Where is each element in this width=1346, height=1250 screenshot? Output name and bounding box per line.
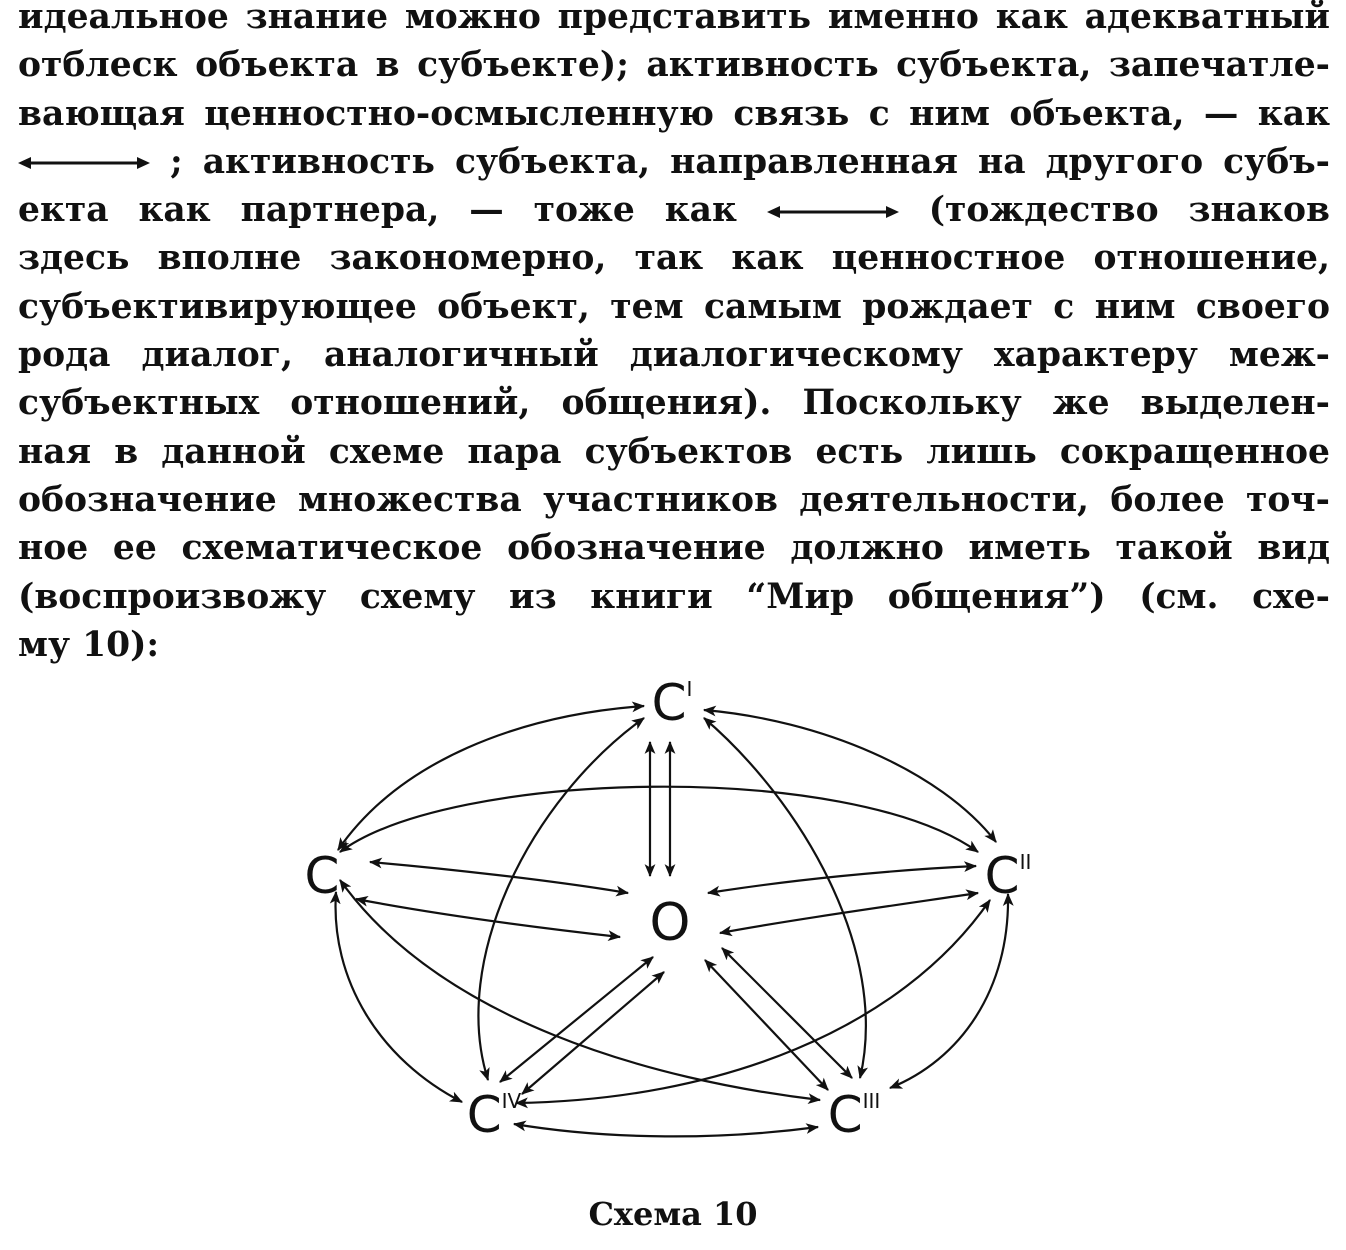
ring-link-3-4	[514, 1124, 818, 1136]
node-subject-1	[652, 674, 693, 732]
chord-link-1-3	[704, 718, 866, 1078]
text-line: здесь вполне закономерно, так как ценностное отношение,	[18, 238, 1330, 279]
text-line: му 10):	[18, 624, 160, 665]
scheme-10-diagram	[0, 660, 1346, 1180]
text-line: идеальное знание можно представить именно как адекватный	[18, 0, 1330, 37]
double-arrow-icon	[18, 154, 150, 172]
text-line	[18, 138, 1330, 186]
text-segment: (тождество знаков	[928, 190, 1330, 231]
spoke-link-0a	[370, 862, 628, 893]
node-subject-3	[828, 1086, 881, 1144]
text-line: субъектных отношений, общения). Поскольку же выделен-	[18, 383, 1330, 424]
spoke-link-2a	[708, 866, 976, 893]
spoke-link-3b	[722, 948, 852, 1078]
node-subject-index: I	[686, 677, 693, 701]
text-line: обозначение множества участников деятельности, более точ-	[18, 479, 1330, 520]
node-subject-2	[985, 847, 1032, 905]
ring-link-2-3	[890, 894, 1008, 1088]
node-subject-index: IV	[501, 1089, 522, 1113]
text-line: ное ее схематическое обозначение должно иметь такой вид	[18, 528, 1330, 569]
ring-link-1-2	[704, 710, 996, 842]
text-line: субъективирующее объект, тем самым рождает с ним своего	[18, 286, 1330, 327]
chord-link-0-2	[340, 787, 978, 852]
node-subject-letter: C	[984, 847, 1020, 905]
spoke-link-4a	[500, 957, 653, 1082]
text-segment: екта как партнера, — тоже как	[18, 190, 737, 231]
text-line: отблеск объекта в субъекте); активность субъекта, запечатле-	[18, 45, 1330, 86]
text-line	[18, 186, 1330, 234]
node-subject-4	[467, 1086, 522, 1144]
text-line: рода диалог, аналогичный диалогическому характеру меж-	[18, 335, 1330, 376]
chord-link-1-4	[478, 718, 644, 1080]
text-line: ная в данной схеме пара субъектов есть лишь сокращенное	[18, 431, 1330, 472]
spoke-link-0b	[356, 899, 620, 937]
diagram-caption: Схема 10	[588, 1195, 758, 1233]
node-subject-letter: C	[466, 1086, 502, 1144]
node-subject-letter: C	[651, 674, 687, 732]
double-arrow-icon	[767, 203, 899, 221]
node-subject-letter: C	[827, 1086, 863, 1144]
body-paragraph	[18, 0, 1330, 669]
ring-link-4-0	[336, 892, 462, 1102]
node-object-label: O	[649, 893, 691, 953]
spoke-link-3a	[705, 960, 828, 1090]
text-line: (воспроизвожу схему из книги “Мир общения”) (см. схе-	[18, 576, 1330, 617]
node-subject-index: III	[862, 1089, 881, 1113]
text-line: вающая ценностно-осмысленную связь с ним объекта, — как	[18, 93, 1330, 134]
node-subject-index: II	[1019, 850, 1032, 874]
spoke-link-4b	[522, 972, 664, 1094]
node-subject-0: C	[304, 847, 340, 905]
text-segment: ; активность субъекта, направленная на другого субъ-	[169, 141, 1330, 182]
